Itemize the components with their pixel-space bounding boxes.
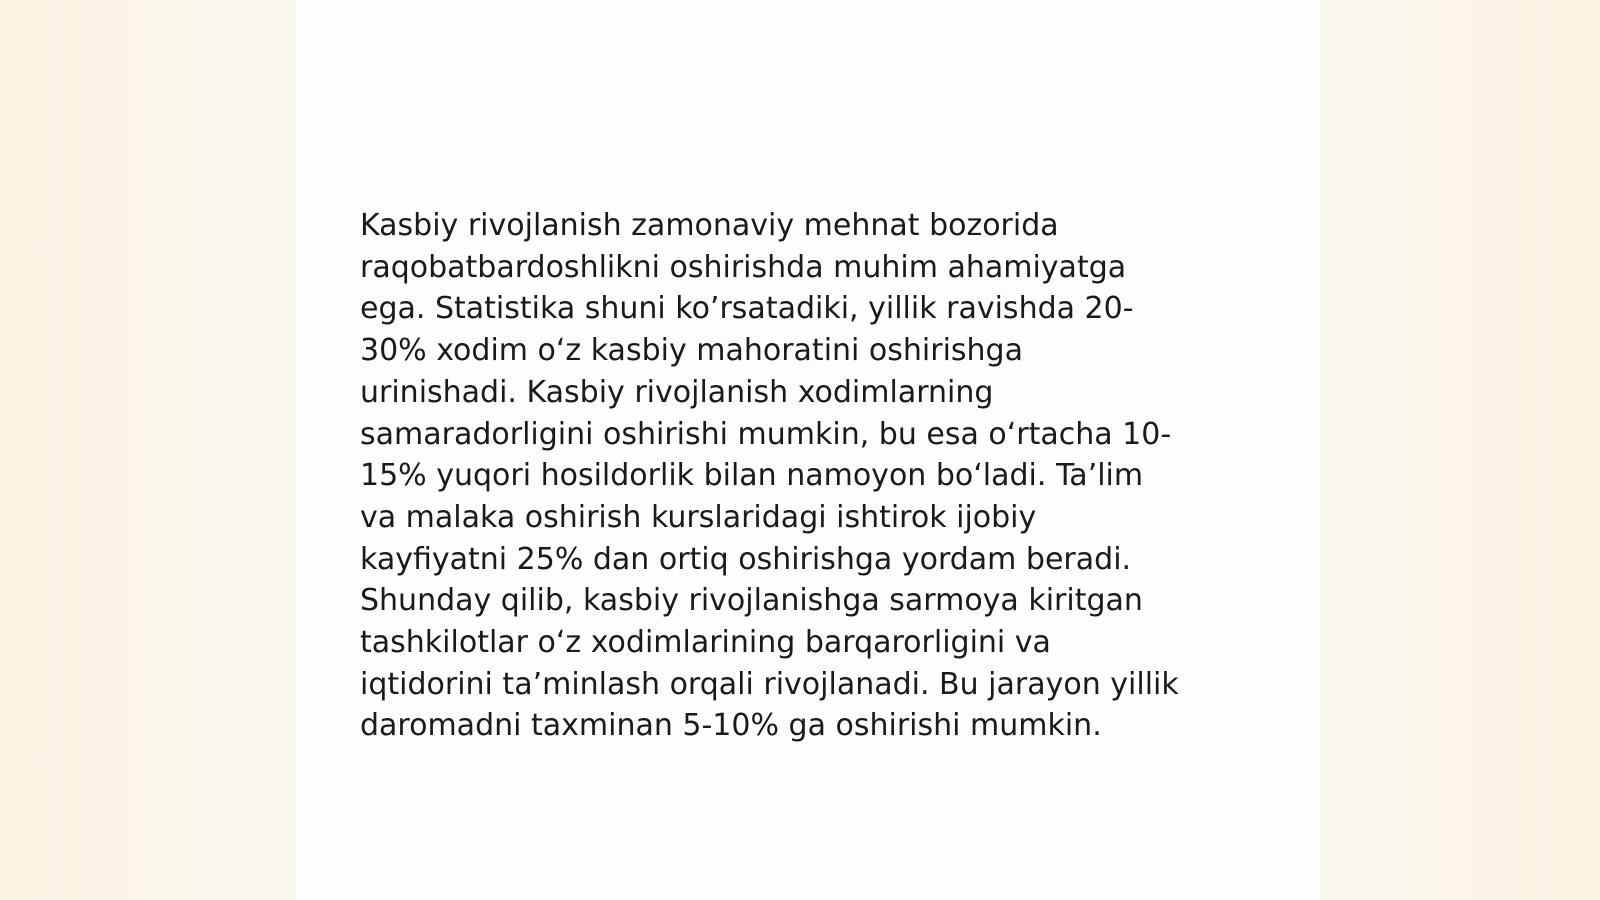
body-paragraph: Kasbiy rivojlanish zamonaviy mehnat bozorida raqobatbardoshlikni oshirishda muhim ahamiyatga ega. Statistika shuni ko’rsatadiki, yillik ravishda 20- 30% xodim o‘z kasbiy mahoratini oshirishga urinishadi. Kasbiy rivojlanish xodimlarning samaradorligini oshirishi mumkin, bu esa o‘rtacha 10- 15% yuqori hosildorlik bilan namoyon bo‘ladi. Ta’lim va malaka oshirish kurslaridagi ishtirok ijobiy kayfiyatni 25% dan ortiq oshirishga yordam beradi. Shunday qilib, kasbiy rivojlanishga sarmoya kiritgan tashkilotlar o‘z xodimlarining barqarorligini va iqtidorini ta’minlash orqali rivojlanadi. Bu jarayon yillik daromadni taxminan 5-10% ga oshirishi mumkin. [360,208,1179,744]
